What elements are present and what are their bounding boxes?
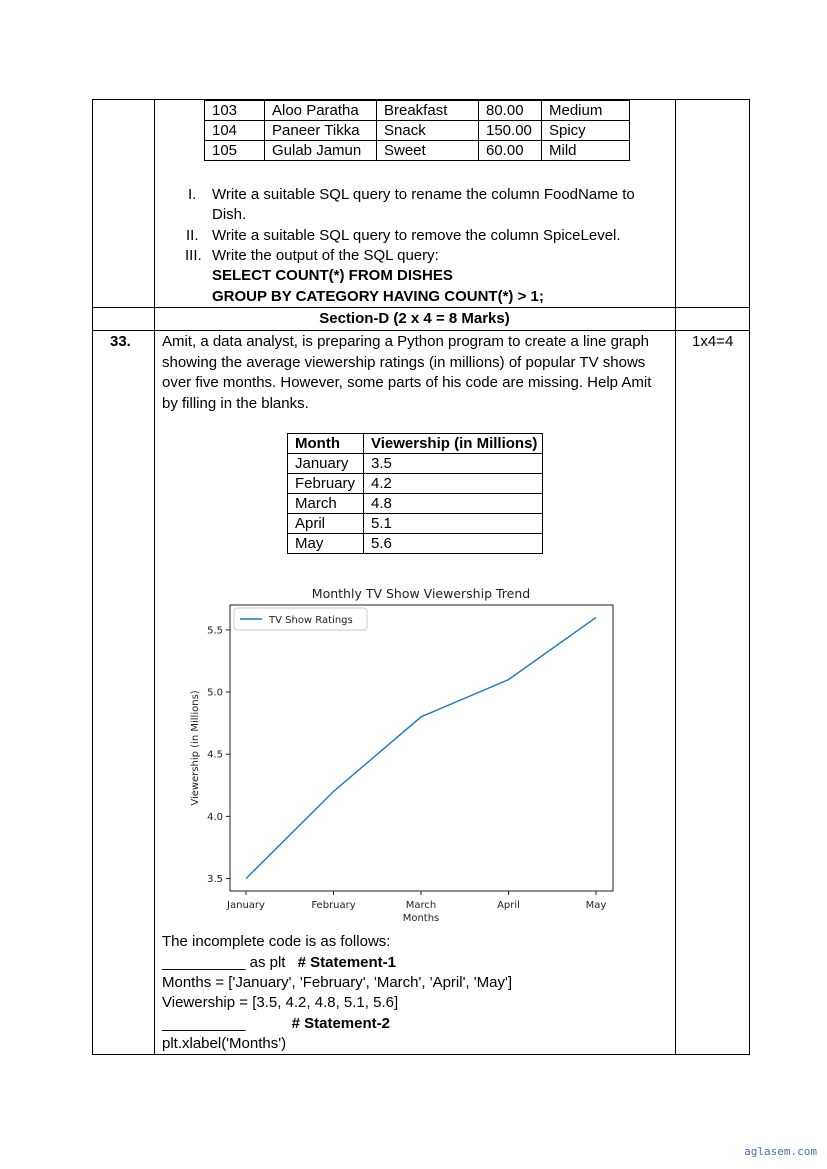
q32-item-1-text-cont: Dish. (212, 206, 247, 223)
x-tick-label: April (497, 900, 520, 911)
dish-cell-name: Aloo Paratha (265, 101, 377, 121)
dish-cell-spice: Medium (542, 101, 630, 121)
question-number: 33. (110, 333, 131, 350)
y-tick-label: 4.5 (207, 749, 223, 761)
code-intro: The incomplete code is as follows: (162, 933, 391, 950)
question-marks: 1x4=4 (692, 333, 734, 350)
code-line-4 (162, 1014, 390, 1035)
dish-cell-category: Breakfast (377, 101, 479, 121)
y-tick-label: 5.0 (207, 687, 223, 699)
x-tick-label: January (227, 900, 265, 911)
dish-cell-spice: Spicy (542, 121, 630, 141)
header-viewership: Viewership (in Millions) (364, 434, 543, 454)
y-tick-label: 4.0 (207, 811, 223, 823)
q33-intro-line-4: by filling in the blanks. (162, 395, 309, 412)
dish-row (205, 101, 630, 121)
statement-2-comment: # Statement-2 (291, 1015, 390, 1032)
dish-cell-price: 60.00 (479, 141, 542, 161)
q32-item-2-text: Write a suitable SQL query to remove the column SpiceLevel. (212, 227, 621, 244)
sql-query-line-1: SELECT COUNT(*) FROM DISHES (212, 267, 453, 284)
column-divider-2 (675, 99, 676, 1055)
series-line-tv-show-ratings (246, 617, 596, 878)
q32-item-2-number: II. (186, 227, 199, 244)
month-cell: April (288, 514, 364, 534)
statement-2-blank: __________ (162, 1015, 246, 1032)
month-cell: February (288, 474, 364, 494)
y-tick-label: 5.5 (207, 625, 223, 637)
x-axis-label: Months (402, 913, 440, 924)
month-cell: March (288, 494, 364, 514)
dish-row (205, 141, 630, 161)
month-cell: January (288, 454, 364, 474)
viewership-cell: 5.1 (364, 514, 543, 534)
viewership-row (288, 514, 543, 534)
viewership-table (287, 433, 543, 554)
q33-intro-line-1: Amit, a data analyst, is preparing a Python program to create a line graph (162, 333, 649, 350)
dish-row (205, 121, 630, 141)
viewership-row (288, 474, 543, 494)
plot-area (230, 605, 613, 891)
dish-cell-name: Gulab Jamun (265, 141, 377, 161)
dish-cell-id: 104 (205, 121, 265, 141)
dish-cell-category: Snack (377, 121, 479, 141)
q32-item-1-text: Write a suitable SQL query to rename the column FoodName to (212, 186, 635, 203)
row-divider-2 (92, 330, 750, 331)
column-divider-1 (154, 99, 155, 1055)
header-month: Month (288, 434, 364, 454)
y-axis-label: Viewership (in Millions) (190, 690, 201, 806)
viewership-line-chart (180, 578, 630, 928)
q32-item-3-number: III. (185, 247, 202, 264)
dish-cell-id: 103 (205, 101, 265, 121)
dish-cell-name: Paneer Tikka (265, 121, 377, 141)
viewership-cell: 3.5 (364, 454, 543, 474)
statement-1-blank: __________ (162, 954, 246, 971)
statement-1-comment: # Statement-1 (297, 954, 397, 971)
viewership-cell: 4.8 (364, 494, 543, 514)
dish-cell-category: Sweet (377, 141, 479, 161)
viewership-row (288, 494, 543, 514)
q32-item-1-number: I. (188, 186, 197, 203)
q33-intro-line-3: over five months. However, some parts of his code are missing. Help Amit (162, 374, 652, 391)
code-line-1 (162, 953, 396, 974)
x-tick-label: February (311, 900, 356, 911)
q33-intro-line-2: showing the average viewership ratings (in millions) of popular TV shows (162, 354, 646, 371)
dish-cell-id: 105 (205, 141, 265, 161)
footer-watermark: aglasem.com (744, 1145, 817, 1158)
legend-label: TV Show Ratings (269, 615, 353, 626)
viewership-cell: 5.6 (364, 534, 543, 554)
code-line-2: Months = ['January', 'February', 'March', 'April', 'May'] (162, 974, 513, 991)
dish-cell-price: 150.00 (479, 121, 542, 141)
q32-item-3-text: Write the output of the SQL query: (212, 247, 439, 264)
viewership-cell: 4.2 (364, 474, 543, 494)
month-cell: May (288, 534, 364, 554)
x-tick-label: May (585, 900, 607, 911)
section-title: Section-D (2 x 4 = 8 Marks) (319, 310, 510, 327)
y-tick-label: 3.5 (207, 874, 223, 886)
x-tick-label: March (405, 900, 437, 911)
dish-cell-spice: Mild (542, 141, 630, 161)
code-line-5: plt.xlabel('Months') (162, 1035, 287, 1052)
chart-title: Monthly TV Show Viewership Trend (311, 586, 531, 601)
dish-cell-price: 80.00 (479, 101, 542, 121)
code-line-1-text: as plt (245, 954, 286, 971)
viewership-row (288, 534, 543, 554)
dishes-table (204, 100, 630, 161)
sql-query-line-2: GROUP BY CATEGORY HAVING COUNT(*) > 1; (212, 288, 544, 305)
chart-legend (234, 608, 367, 630)
viewership-row (288, 454, 543, 474)
code-line-3: Viewership = [3.5, 4.2, 4.8, 5.1, 5.6] (162, 994, 399, 1011)
